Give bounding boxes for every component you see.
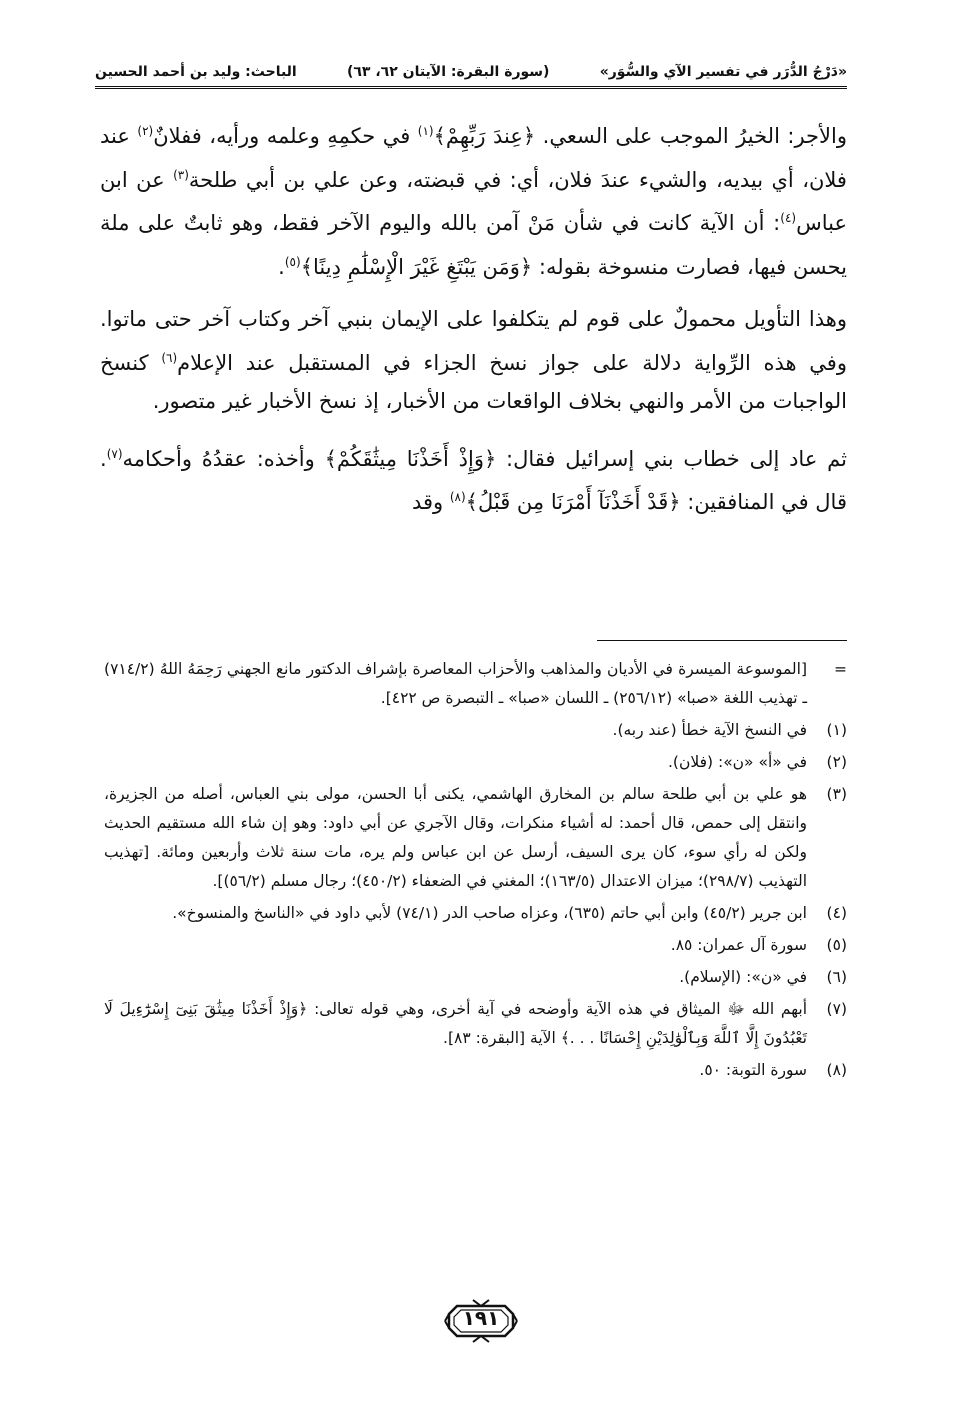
quran-verse: ﴿وَمَن يَبْتَغِ غَيْرَ الْإِسْلَٰمِ دِينًا﴾ xyxy=(300,254,533,279)
footnote-item xyxy=(104,716,847,745)
quran-verse: ﴿قَدْ أَخَذْنَآ أَمْرَنَا مِن قَبْلُ﴾ xyxy=(465,490,681,514)
footnote-number: (٧) xyxy=(826,1000,847,1018)
quran-verse: ﴿وَإِذْ أَخَذْنَا مِيثَٰقَكُمْ﴾ xyxy=(324,446,497,471)
paragraph-text: وأخذه: عقدُهُ وأحكامه xyxy=(122,446,325,471)
paragraph-text: ثم عاد إلى خطاب بني إسرائيل فقال: xyxy=(496,446,847,471)
footnote-text: [الموسوعة الميسرة في الأديان والمذاهب والأحزاب المعاصرة بإشراف الدكتور مانع الجهني رَحِمَهُ اللهُ (٧١٤/٢) ـ تهذيب اللغة «صبا» (٢٥٦/١٢) ـ اللسان «صبا» ـ التبصرة ص ٤٢٢]. xyxy=(104,660,807,707)
footnote-marker: (٤) xyxy=(780,211,797,225)
footnote-item xyxy=(104,899,847,928)
footnotes xyxy=(104,655,847,1088)
footnote-separator xyxy=(597,640,847,641)
quran-verse: ﴿عِندَ رَبِّهِمْ﴾ xyxy=(433,124,536,148)
researcher-name: الباحث: وليد بن أحمد الحسين xyxy=(95,64,297,80)
book-title: «دَرْجُ الدُّرَر في تفسير الآي والسُّوَر» xyxy=(599,64,847,80)
footnote-item xyxy=(104,748,847,777)
footnote-text: في «أ» «ن»: (فلان). xyxy=(667,753,807,771)
footnote-number: = xyxy=(834,660,847,678)
footnote-text: سورة التوبة: ٥٠. xyxy=(699,1061,807,1079)
section-reference: (سورة البقرة: الآيتان ٦٢، ٦٣) xyxy=(346,64,550,80)
paragraph-text: . قال في المنافقين: xyxy=(100,446,847,514)
paragraph-text: وقد xyxy=(411,490,450,514)
footnote-item xyxy=(104,963,847,992)
footnote-marker: (٦) xyxy=(161,350,178,365)
header-rule xyxy=(95,86,847,89)
footnote-item xyxy=(104,780,847,896)
footnote-text: في «ن»: (الإسلام). xyxy=(679,968,807,986)
paragraph xyxy=(100,300,847,421)
footnote-item xyxy=(104,995,847,1053)
footnote-marker: (٢) xyxy=(137,124,154,138)
page-number-ornament xyxy=(443,1298,519,1344)
paragraph-text: عن ابن عباس xyxy=(100,167,847,235)
footnote-text: ابن جرير (٤٥/٢) وابن أبي حاتم (٦٣٥)، وعزاه صاحب الدر (٧٤/١) لأبي داود في «الناسخ والمنسوخ». xyxy=(172,904,807,922)
footnote-marker: (٨) xyxy=(449,490,466,504)
footnote-item xyxy=(104,1056,847,1085)
paragraph xyxy=(100,435,847,522)
footnote-item xyxy=(104,931,847,960)
running-header xyxy=(95,60,847,84)
paragraph-text: وهذا التأويل محمولٌ على قوم لم يتكلفوا على الإيمان بنبي آخر وكتاب آخر حتى ماتوا. وفي هذه الرِّواية دلالة على جواز نسخ الجزاء في المستقبل عند الإعلام xyxy=(100,307,847,375)
footnote-number: (١) xyxy=(826,721,847,739)
footnote-item xyxy=(104,655,847,713)
paragraph-text: . xyxy=(278,254,285,279)
footnote-text: أبهم الله ﷻ الميثاق في هذه الآية وأوضحه في آية أخرى، وهي قوله تعالى: ﴿وَإِذْ أَخَذْنَا مِيثَٰقَ بَنِىٓ إِسْرَٰٓءِيلَ لَا تَعْبُدُونَ إِلَّا ٱللَّهَ وَبِٱلْوَٰلِدَيْنِ إِحْسَانًا . . .﴾ الآية [البقرة: ٨٣]. xyxy=(104,1000,807,1047)
paragraph xyxy=(100,112,847,286)
paragraph-text: : أن الآية كانت في شأن مَنْ آمن بالله واليوم الآخر فقط، وهو ثابتٌ على ملة يحسن فيها، فصارت منسوخة بقوله: xyxy=(100,211,847,279)
footnote-marker: (٥) xyxy=(284,254,301,269)
paragraph-text: كنسخ الواجبات من الأمر والنهي بخلاف الواقعات من الأخبار، إذ نسخ الأخبار غير متصور. xyxy=(100,350,847,413)
footnote-marker: (١) xyxy=(417,124,434,138)
paragraph-text: في حكمِهِ وعلمه ورأيه، ففلانٌ xyxy=(153,124,418,148)
footnote-number: (٣) xyxy=(826,785,847,803)
paragraph-text: والأجر: الخيرُ الموجب على السعي. xyxy=(535,124,847,148)
footnote-number: (٨) xyxy=(826,1061,847,1079)
footnote-text: هو علي بن أبي طلحة سالم بن المخارق الهاشمي، يكنى أبا الحسن، مولى بني العباس، أصله من الجزيرة، وانتقل إلى حمص، قال أحمد: له أشياء منكرات، وقال الآجري عن أبي داود: وهو إن شاء الله مستقيم الحديث ولكن له رأي سوء، كان يرى السيف، أرسل عن ابن عباس ولم يره، مات سنة ثلاث وأربعين ومائة. [تهذيب التهذيب (٢٩٨/٧)؛ ميزان الاعتدال (١٦٣/٥)؛ المغني في الضعفاء (٤٥٠/٢)؛ رجال مسلم (٥٦/٢)]. xyxy=(104,785,807,890)
paragraph-text: عند فلان، أي بيديه، والشيء عندَ فلان، أي: في قبضته، وعن علي بن أبي طلحة xyxy=(100,124,847,192)
footnote-number: (٢) xyxy=(826,753,847,771)
footnote-number: (٦) xyxy=(826,968,847,986)
footnote-text: في النسخ الآية خطأ (عند ربه). xyxy=(612,721,807,739)
footnote-marker: (٣) xyxy=(173,167,189,182)
footnote-text: سورة آل عمران: ٨٥. xyxy=(670,936,807,954)
footnote-number: (٥) xyxy=(826,936,847,954)
footnote-marker: (٧) xyxy=(106,446,123,461)
page-number: ١٩١ xyxy=(462,1306,500,1330)
main-text xyxy=(100,112,847,536)
footnote-number: (٤) xyxy=(826,904,847,922)
